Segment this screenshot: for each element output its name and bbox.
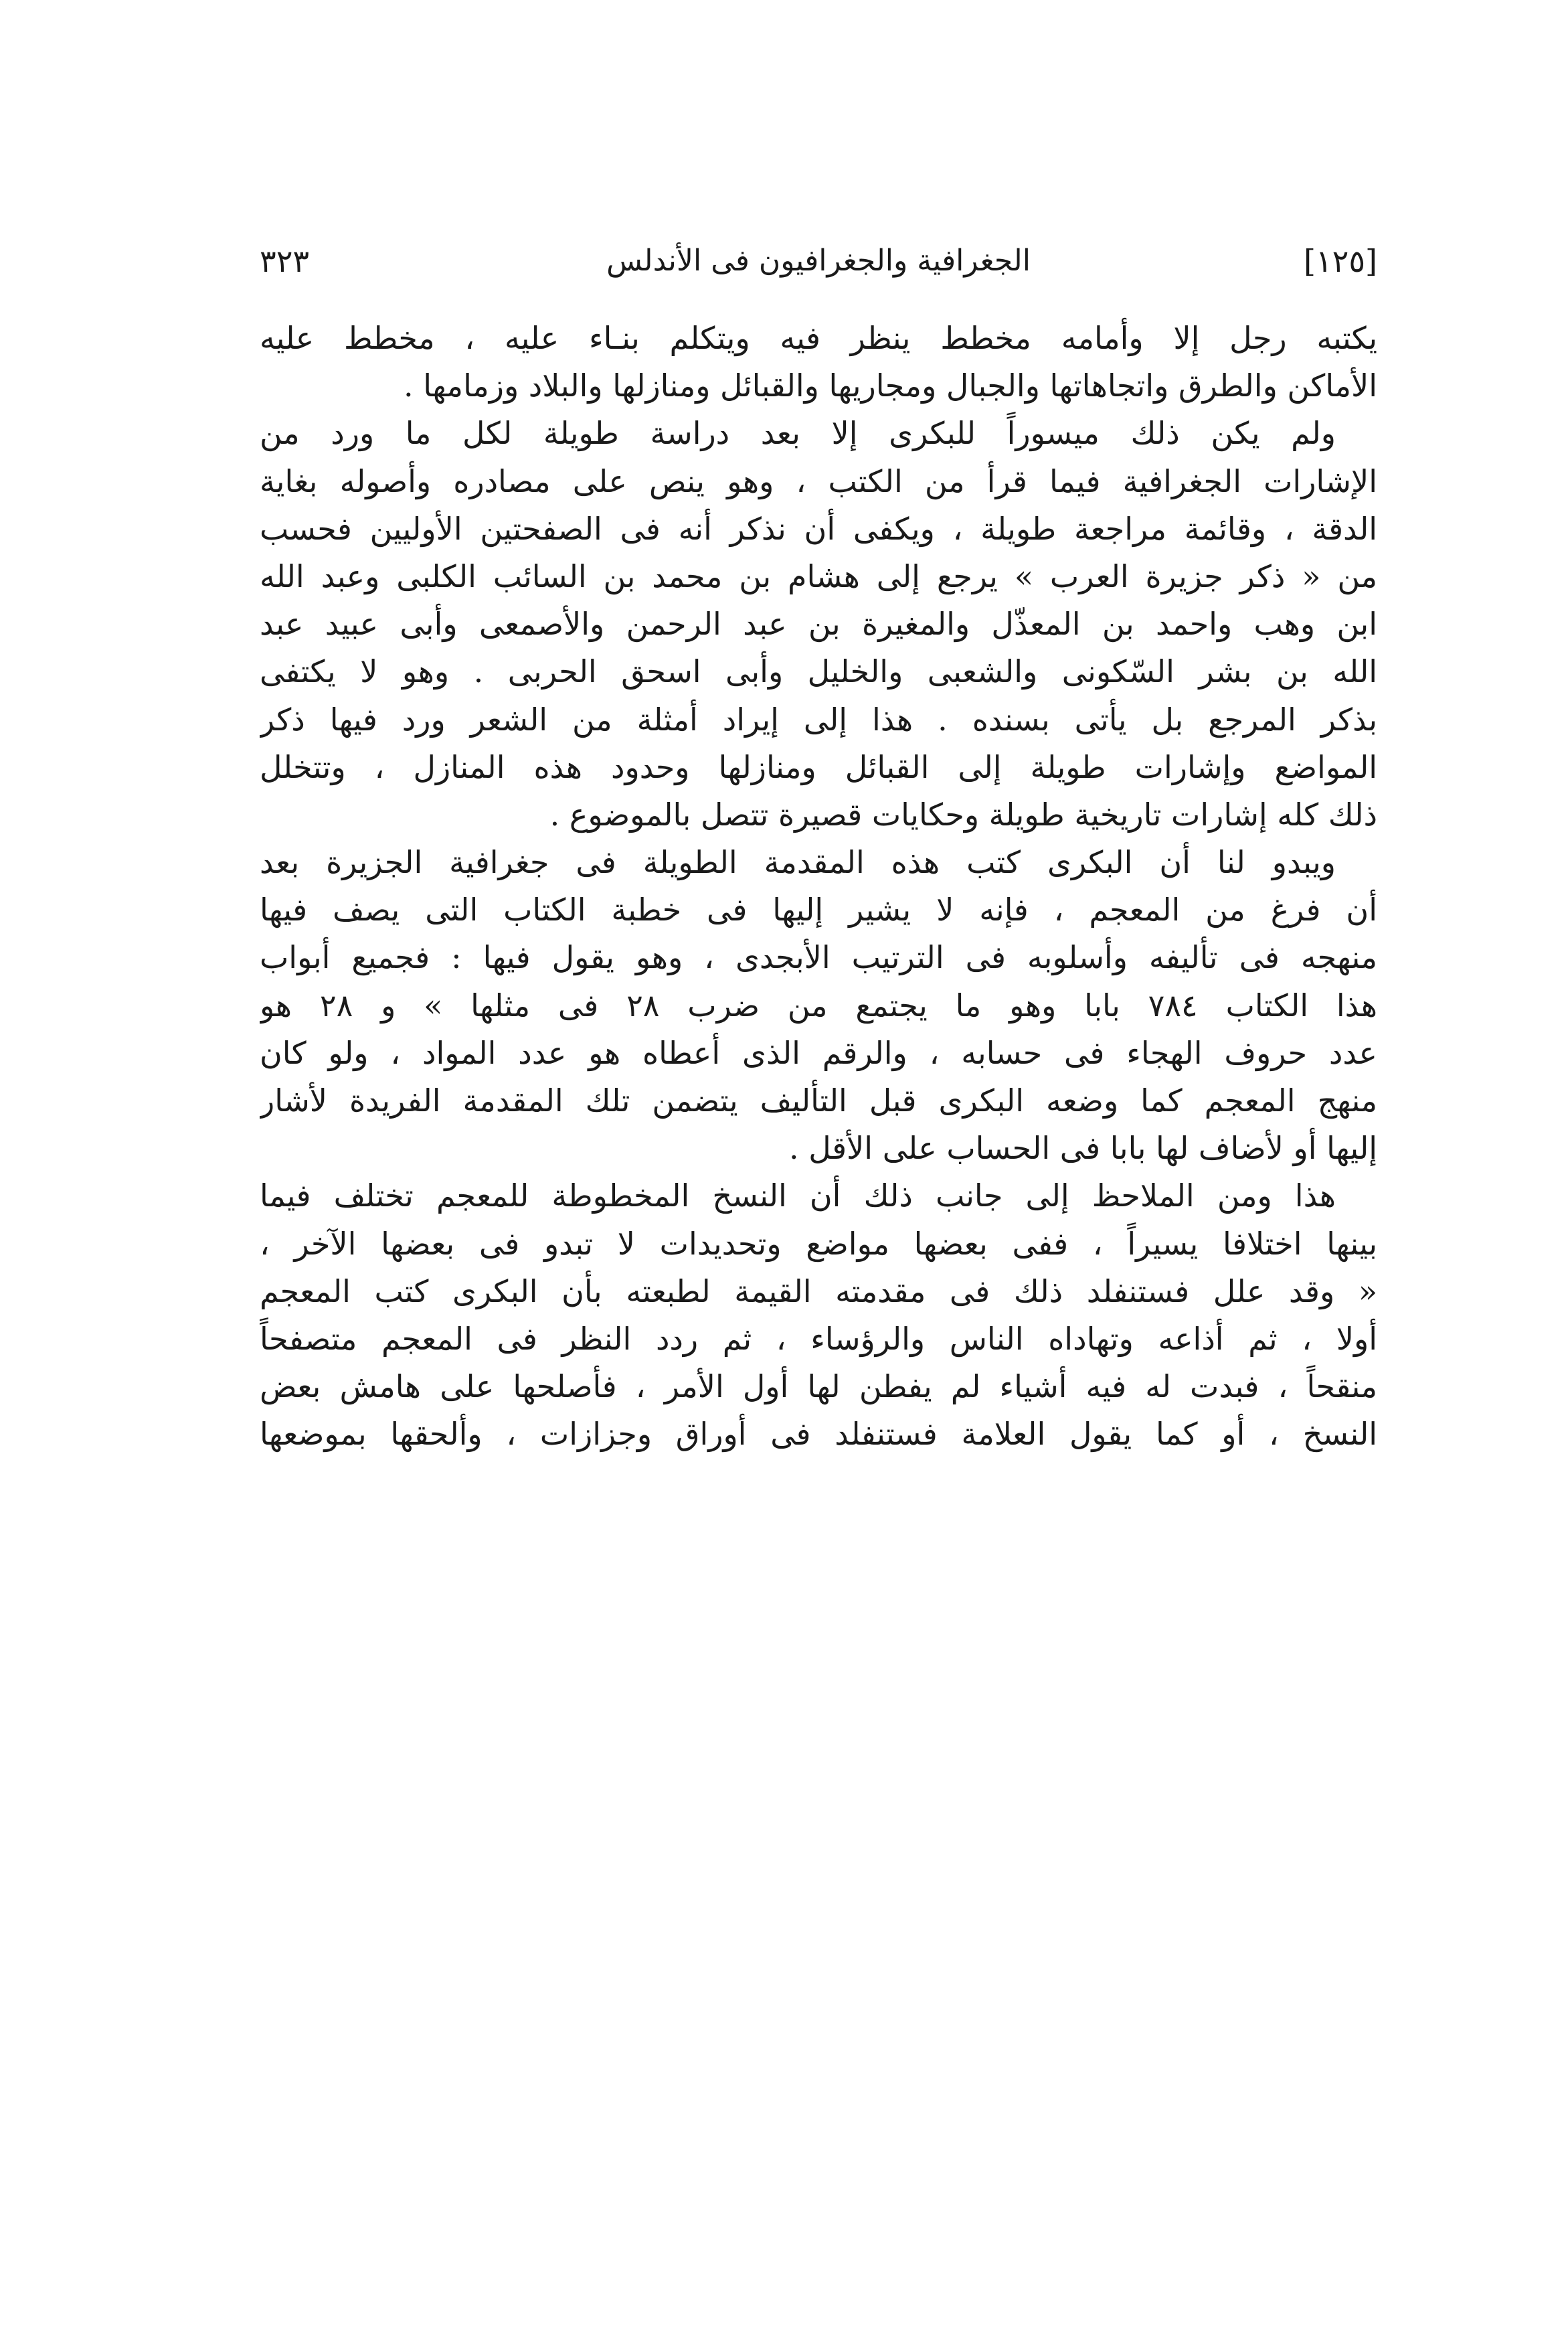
text-line: النسخ ، أو كما يقول العلامة فستنفلد فى أوراق وجزازات ، وألحقها بموضعها xyxy=(260,1416,1377,1453)
text-line: الله بن بشر السّكونى والشعبى والخليل وأبى اسحق الحربى . وهو لا يكتفى xyxy=(260,653,1377,690)
text-line: من « ذكر جزيرة العرب » يرجع إلى هشام بن محمد بن السائب الكلبى وعبد الله xyxy=(260,558,1377,594)
text-line: أولا ، ثم أذاعه وتهاداه الناس والرؤساء ، ثم ردد النظر فى المعجم متصفحاً xyxy=(260,1320,1377,1357)
text-line: الدقة ، وقائمة مراجعة طويلة ، ويكفى أن نذكر أنه فى الصفحتين الأوليين فحسب xyxy=(260,510,1377,547)
text-line: يكتبه رجل إلا وأمامه مخطط ينظر فيه ويتكلم بنـاء عليه ، مخطط عليه xyxy=(260,320,1377,356)
body-text xyxy=(260,315,1377,1459)
text-line: منهجه فى تأليفه وأسلوبه فى الترتيب الأبجدى ، وهو يقول فيها : فجميع أبواب xyxy=(260,939,1377,976)
text-line: الإشارات الجغرافية فيما قرأ من الكتب ، وهو ينص على مصادره وأصوله بغاية xyxy=(260,463,1377,499)
running-header xyxy=(260,238,1377,285)
text-line: أن فرغ من المعجم ، فإنه لا يشير إليها فى خطبة الكتاب التى يصف فيها xyxy=(260,892,1377,928)
paragraph-4 xyxy=(260,1172,1377,1458)
page-number: ٣٢٣ xyxy=(260,243,310,279)
paragraph-2 xyxy=(260,410,1377,839)
text-line: منقحاً ، فبدت له فيه أشياء لم يفطن لها أول الأمر ، فأصلحها على هامش بعض xyxy=(260,1368,1377,1405)
text-line: هذا ومن الملاحظ إلى جانب ذلك أن النسخ المخطوطة للمعجم تختلف فيما xyxy=(260,1178,1336,1214)
section-marker: [١٢٥] xyxy=(1303,243,1377,279)
text-line: بذكر المرجع بل يأتى بسنده . هذا إلى إيراد أمثلة من الشعر ورد فيها ذكر xyxy=(260,701,1377,738)
text-line: بينها اختلافا يسيراً ، ففى بعضها مواضع وتحديدات لا تبدو فى بعضها الآخر ، xyxy=(260,1225,1377,1262)
text-line: المواضع وإشارات طويلة إلى القبائل ومنازلها وحدود هذه المنازل ، وتتخلل xyxy=(260,748,1377,785)
text-line: ابن وهب واحمد بن المعذّل والمغيرة بن عبد الرحمن والأصمعى وأبى عبيد عبد xyxy=(260,606,1377,643)
text-line: « وقد علل فستنفلد ذلك فى مقدمته القيمة لطبعته بأن البكرى كتب المعجم xyxy=(260,1273,1377,1309)
text-line: هذا الكتاب ٧٨٤ بابا وهو ما يجتمع من ضرب ٢٨ فى مثلها » و ٢٨ هو xyxy=(260,987,1377,1024)
running-title: الجغرافية والجغرافيون فى الأندلس xyxy=(606,244,1031,278)
paragraph-3 xyxy=(260,839,1377,1172)
text-line: منهج المعجم كما وضعه البكرى قبل التأليف يتضمن تلك المقدمة الفريدة لأشار xyxy=(260,1082,1377,1119)
text-line: ذلك كله إشارات تاريخية طويلة وحكايات قصيرة تتصل بالموضوع . xyxy=(549,796,1377,833)
text-line: الأماكن والطرق واتجاهاتها والجبال ومجاريها والقبائل ومنازلها والبلاد وزمامها . xyxy=(403,368,1377,404)
text-line: عدد حروف الهجاء فى حسابه ، والرقم الذى أعطاه هو عدد المواد ، ولو كان xyxy=(260,1034,1377,1071)
text-line: ويبدو لنا أن البكرى كتب هذه المقدمة الطويلة فى جغرافية الجزيرة بعد xyxy=(260,844,1336,881)
paragraph-1 xyxy=(260,315,1377,410)
text-line: ولم يكن ذلك ميسوراً للبكرى إلا بعد دراسة طويلة لكل ما ورد من xyxy=(260,415,1336,452)
text-line: إليها أو لأضاف لها بابا فى الحساب على الأقل . xyxy=(788,1130,1377,1167)
